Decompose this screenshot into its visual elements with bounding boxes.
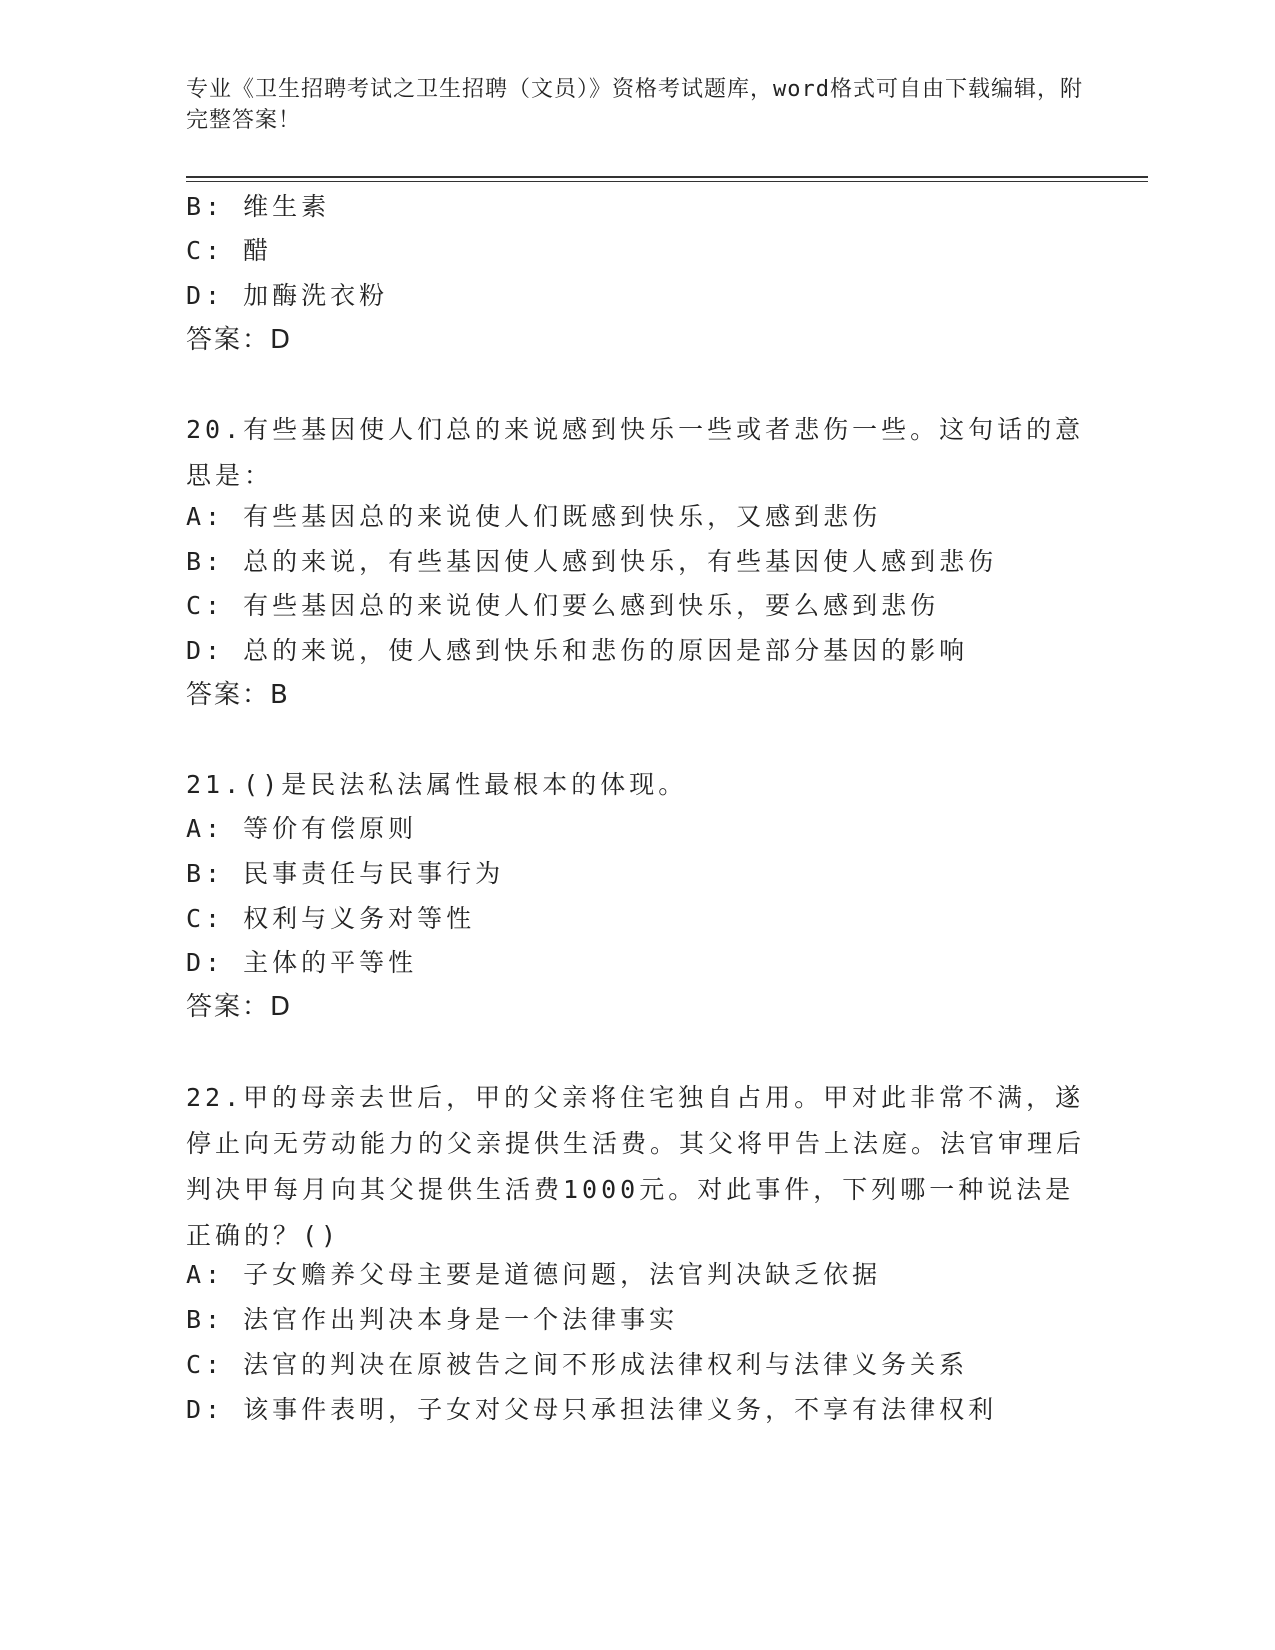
q22-option-c: C: 法官的判决在原被告之间不形成法律权利与法律义务关系	[186, 1350, 969, 1379]
header-divider-thick	[186, 176, 1148, 178]
q19-option-d: D: 加酶洗衣粉	[186, 281, 389, 310]
q20-option-c: C: 有些基因总的来说使人们要么感到快乐，要么感到悲伤	[186, 591, 940, 620]
q21-stem: 21.()是民法私法属性最根本的体现。	[186, 770, 688, 799]
q22-option-b: B: 法官作出判决本身是一个法律事实	[186, 1305, 679, 1334]
q20-stem: 20.有些基因使人们总的来说感到快乐一些或者悲伤一些。这句话的意思是：	[186, 415, 1085, 490]
q21-option-d: D: 主体的平等性	[186, 948, 418, 977]
q22-option-a: A: 子女赡养父母主要是道德问题，法官判决缺乏依据	[186, 1260, 882, 1289]
q21-option-b: B: 民事责任与民事行为	[186, 859, 505, 888]
q21-answer: 答案：D	[186, 992, 293, 1022]
q20-option-a: A: 有些基因总的来说使人们既感到快乐，又感到悲伤	[186, 502, 882, 531]
q19-option-c: C: 醋	[186, 236, 273, 265]
q19-option-b: B: 维生素	[186, 192, 331, 221]
document-header: 专业《卫生招聘考试之卫生招聘（文员）》资格考试题库，word格式可自由下载编辑，附完整答案！	[186, 77, 1083, 133]
header-divider-thin	[186, 181, 1148, 182]
q20-answer: 答案：B	[186, 680, 290, 710]
q21-option-c: C: 权利与义务对等性	[186, 904, 476, 933]
q20-option-d: D: 总的来说，使人感到快乐和悲伤的原因是部分基因的影响	[186, 636, 969, 665]
q21-option-a: A: 等价有偿原则	[186, 814, 418, 843]
q22-option-d: D: 该事件表明，子女对父母只承担法律义务，不享有法律权利	[186, 1395, 998, 1424]
q20-option-b: B: 总的来说，有些基因使人感到快乐，有些基因使人感到悲伤	[186, 547, 998, 576]
q19-answer: 答案：D	[186, 325, 293, 355]
q22-stem: 22.甲的母亲去世后，甲的父亲将住宅独自占用。甲对此非常不满，遂停止向无劳动能力的父亲提供生活费。其父将甲告上法庭。法官审理后判决甲每月向其父提供生活费1000元。对此事件，下列哪一种说法是正确的？()	[186, 1083, 1086, 1250]
